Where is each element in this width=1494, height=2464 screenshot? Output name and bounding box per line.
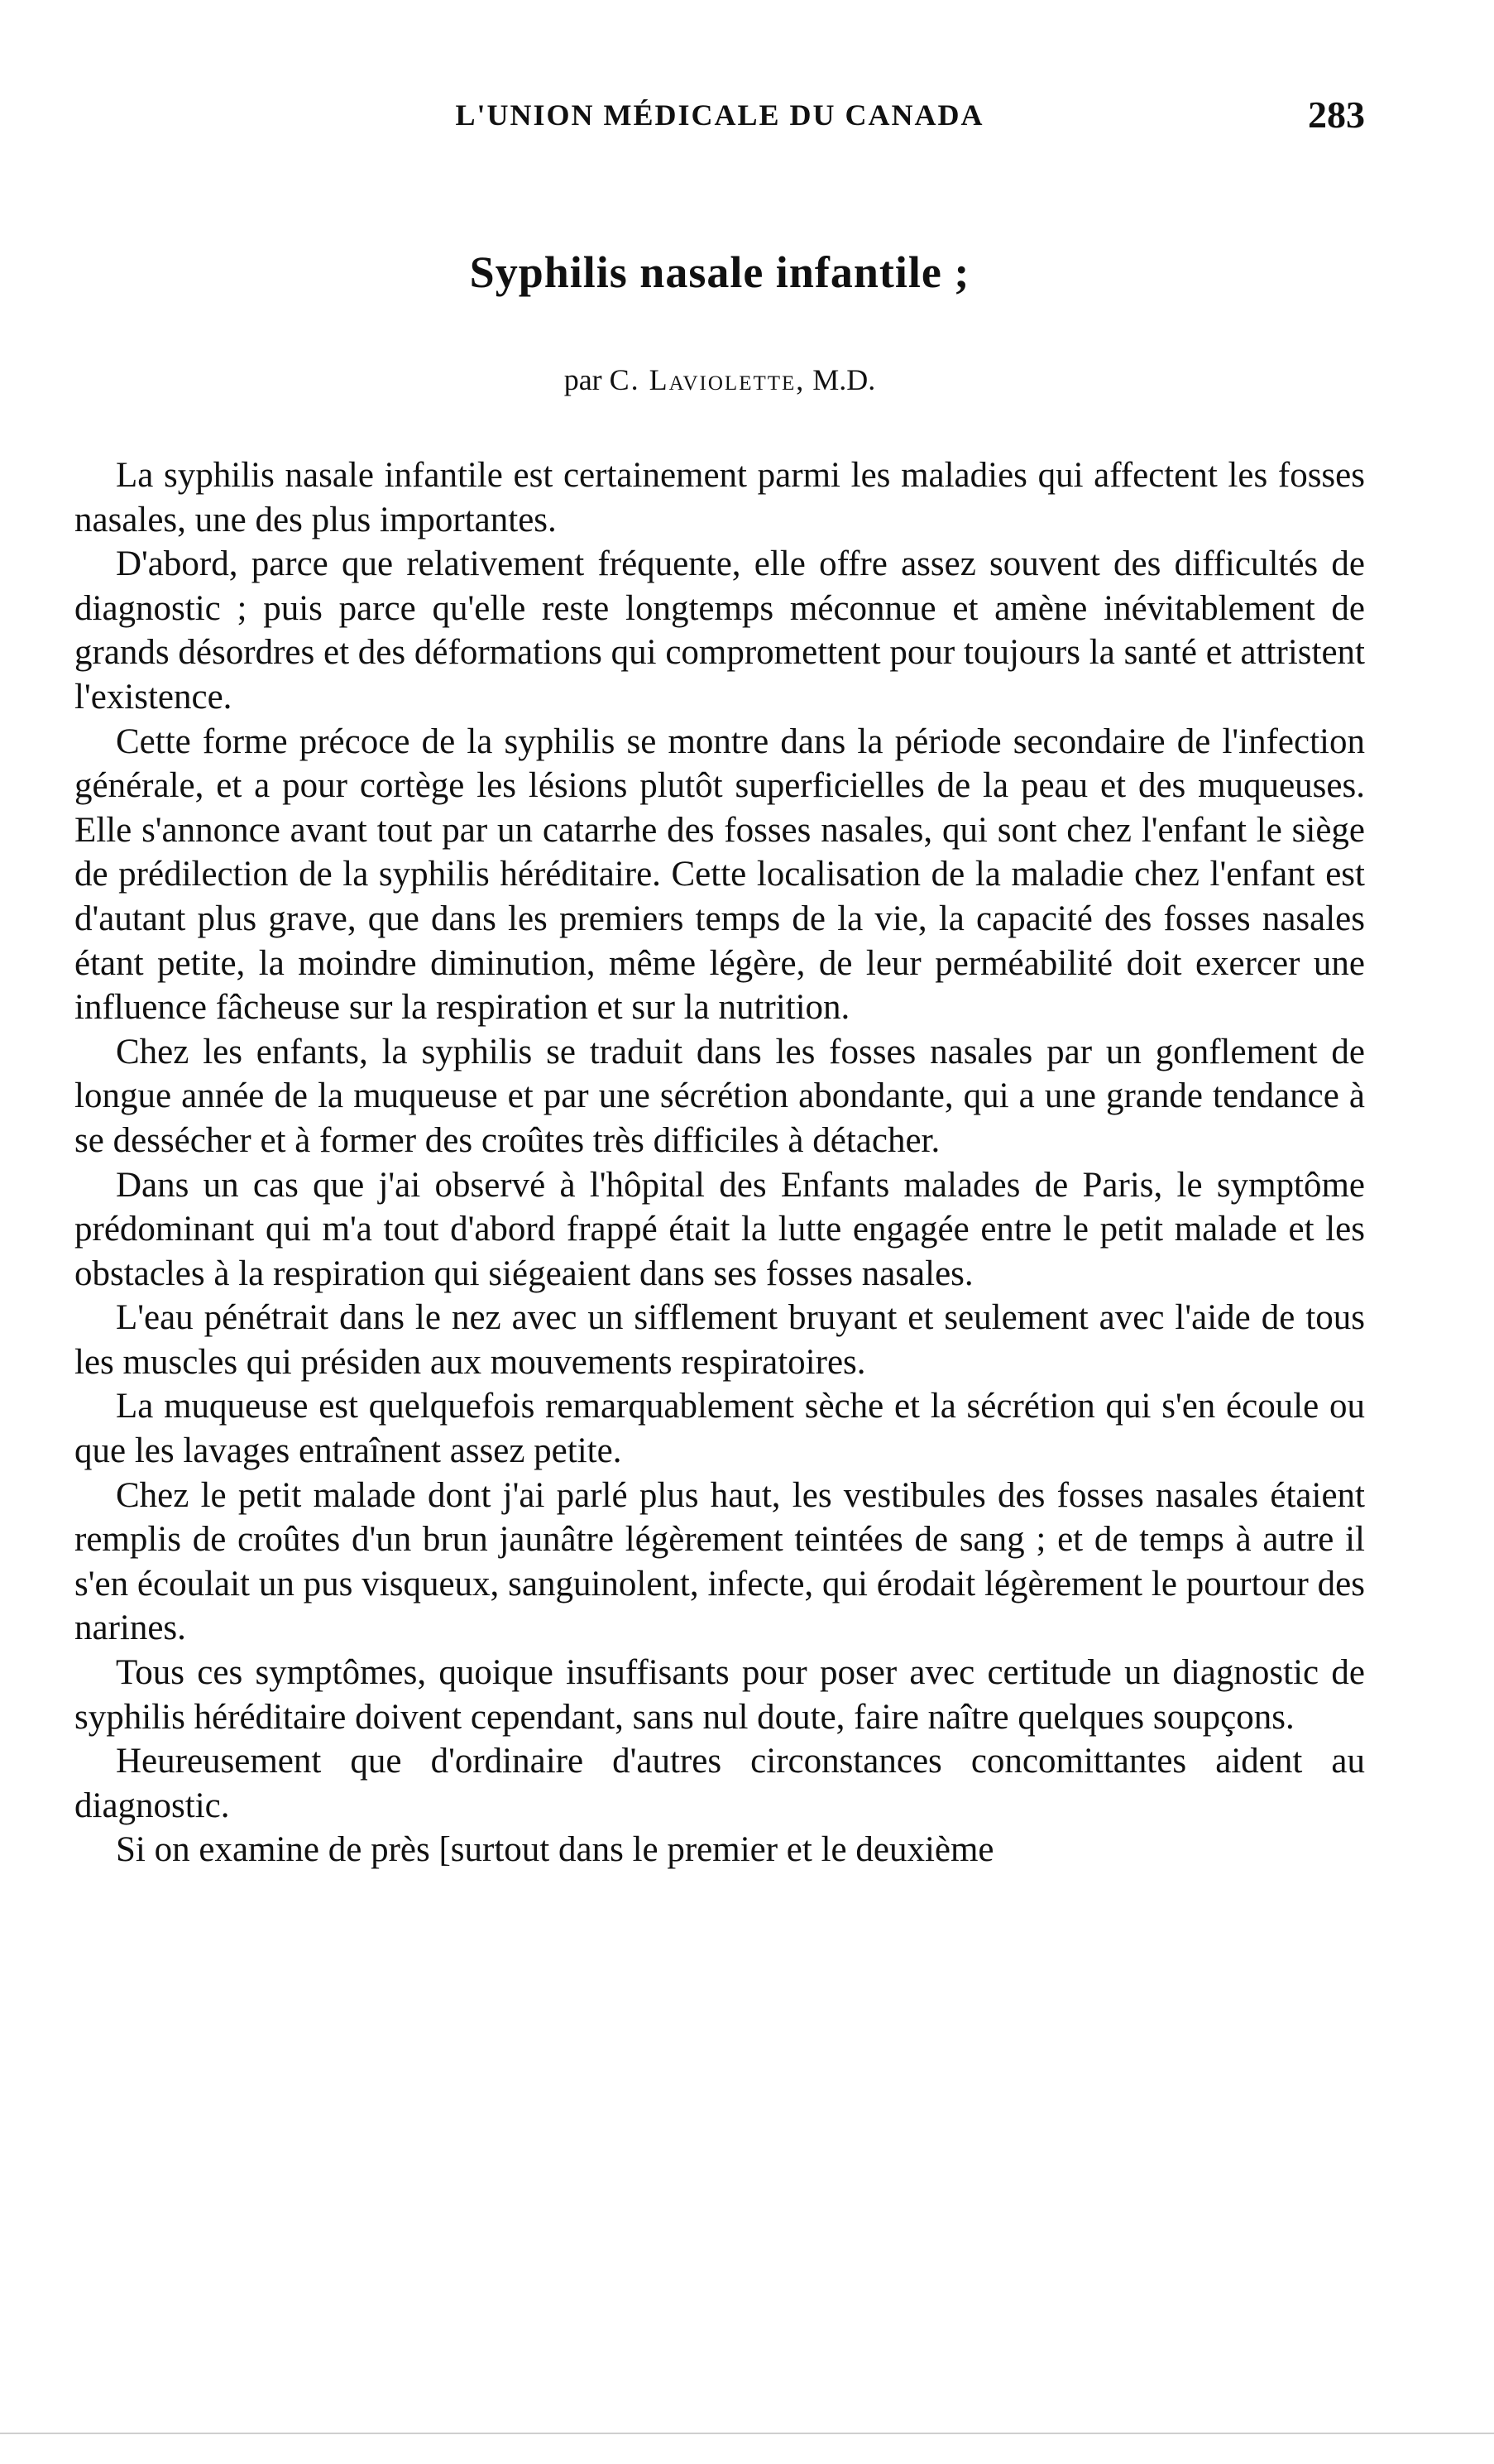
byline — [74, 362, 1365, 397]
paragraph: Dans un cas que j'ai observé à l'hôpital des Enfants malades de Paris, le symptôme prédominant qui m'a tout d'abord frappé était la lutte engagée entre le petit malade et les obstacles à la respiration qui siégeaient dans ses fosses nasales. — [74, 1165, 1365, 1293]
paragraph: Si on examine de près [surtout dans le premier et le deuxième — [116, 1830, 994, 1870]
paragraph: La muqueuse est quelquefois remarquablement sèche et la sécrétion qui s'en écoule ou que les lavages entraînent assez petite. — [74, 1387, 1365, 1471]
paragraph: L'eau pénétrait dans le nez avec un sifflement bruyant et seulement avec l'aide de tous les muscles qui présiden aux mouvements respiratoires. — [74, 1298, 1365, 1382]
paragraph: Heureusement que d'ordinaire d'autres circonstances concomittantes aident au diagnostic. — [74, 1742, 1365, 1825]
paragraph: Cette forme précoce de la syphilis se montre dans la période secondaire de l'infection générale, et a pour cortège les lésions plutôt superficielles de la peau et des muqueuses. Elle s'annonce avant tout par un catarrhe des fosses nasales, qui sont chez l'enfant le siège de prédilection de la syphilis héréditaire. Cette localisation de la maladie chez l'enfant est d'autant plus grave, que dans les premiers temps de la vie, la capacité des fosses nasales étant petite, la moindre diminution, même légère, de leur perméabilité doit exercer une influence fâcheuse sur la respiration et sur la nutrition. — [74, 721, 1365, 1028]
page-bottom-edge — [0, 2433, 1494, 2434]
byline-degree: M.D. — [812, 363, 876, 396]
paragraph: D'abord, parce que relativement fréquente, elle offre assez souvent des difficultés de diagnostic ; puis parce qu'elle reste longtemps méconnue et amène inévitablement de grands désordres et des déformations qui compromettent pour toujours la santé et attristent l'existence. — [74, 544, 1365, 717]
article-body — [74, 453, 1365, 1872]
document-page — [74, 0, 1365, 2464]
running-head — [74, 93, 1365, 147]
page-number: 283 — [1308, 93, 1365, 136]
byline-prefix: par — [563, 363, 602, 396]
article-title: Syphilis nasale infantile ; — [469, 247, 970, 297]
paragraph: Chez le petit malade dont j'ai parlé plus haut, les vestibules des fosses nasales étaient remplis de croûtes d'un brun jaunâtre légèrement teintées de sang ; et de temps à autre il s'en écoulait un pus visqueux, sanguinolent, infecte, qui érodait légèrement le pourtour des narines. — [74, 1475, 1365, 1648]
journal-title: L'UNION MÉDICALE DU CANADA — [455, 98, 984, 132]
byline-author: C. Laviolette, — [609, 363, 806, 396]
paragraph: Chez les enfants, la syphilis se traduit dans les fosses nasales par un gonflement de longue année de la muqueuse et par une sécrétion abondante, qui a une grande tendance à se dessécher et à former des croûtes très difficiles à détacher. — [74, 1032, 1365, 1160]
paragraph: La syphilis nasale infantile est certainement parmi les maladies qui affectent les fosses nasales, une des plus importantes. — [74, 456, 1365, 539]
paragraph: Tous ces symptômes, quoique insuffisants pour poser avec certitude un diagnostic de syphilis héréditaire doivent cependant, sans nul doute, faire naître quelques soupçons. — [74, 1653, 1365, 1737]
